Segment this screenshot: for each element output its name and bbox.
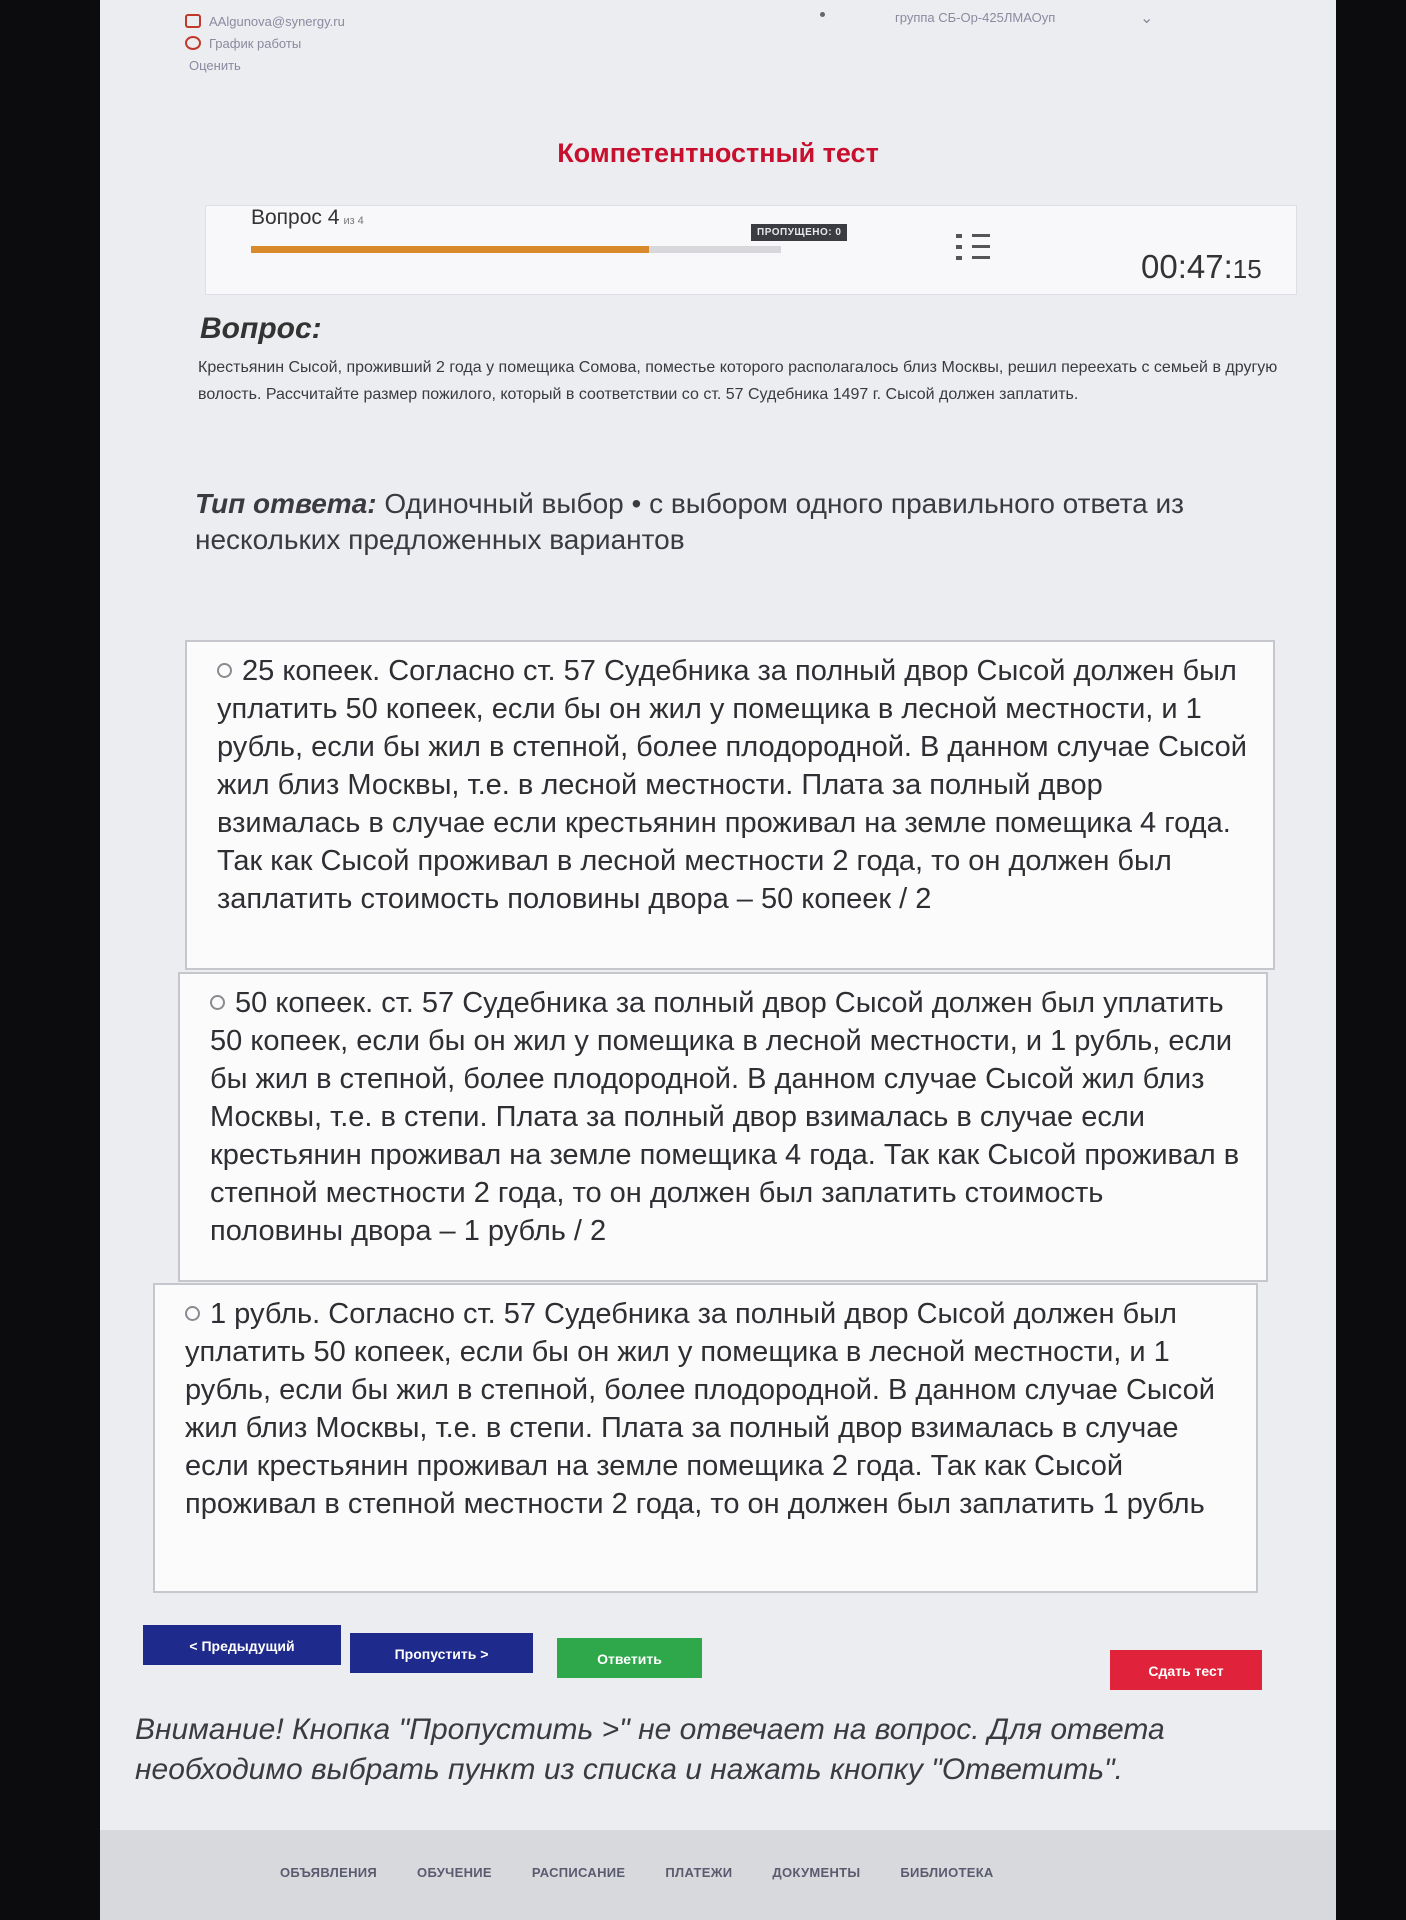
skipped-badge: ПРОПУЩЕНО: 0: [751, 224, 847, 241]
warning-text: Внимание! Кнопка "Пропустить >" не отвечает на вопрос. Для ответа необходимо выбрать пункт из списка и нажать кнопку "Ответить".: [135, 1713, 1165, 1786]
email-text: AAlgunova@synergy.ru: [209, 13, 345, 29]
answer-type: [195, 486, 1275, 558]
footer-nav: [280, 1865, 994, 1880]
previous-button[interactable]: < Предыдущий: [143, 1625, 341, 1665]
clock-icon: [185, 36, 201, 50]
radio-icon[interactable]: [185, 1306, 200, 1321]
footer-link-library[interactable]: БИБЛИОТЕКА: [900, 1865, 994, 1880]
question-counter: [251, 206, 364, 230]
mail-icon: [185, 14, 201, 28]
footer-link-education[interactable]: ОБУЧЕНИЕ: [417, 1865, 492, 1880]
question-list-icon[interactable]: [956, 234, 990, 266]
skip-button[interactable]: Пропустить >: [350, 1633, 533, 1673]
schedule-link[interactable]: График работы: [209, 35, 302, 51]
timer: [1141, 248, 1262, 286]
timer-main: 00:47:: [1141, 248, 1233, 285]
question-number: Вопрос 4: [251, 206, 340, 229]
progress-fill: [251, 246, 649, 253]
user-info: [185, 0, 485, 80]
option-text: 25 копеек. Согласно ст. 57 Судебника за полный двор Сысой должен был уплатить 50 копеек, если бы он жил у помещика в лесной местности, и 1 рубль, если бы жил в степной, более плодородной. В данном случае Сысой жил близ Москвы, т.е. в лесной местности. Плата за полный двор взималась в случае если крестьянин проживал на земле помещика 4 года. Так как Сысой проживал в лесной местности 2 года, то он должен был заплатить стоимость половины двора – 50 копеек / 2: [217, 655, 1247, 915]
footer-link-announcements[interactable]: ОБЪЯВЛЕНИЯ: [280, 1865, 378, 1880]
footer-nav-bar: [100, 1830, 1336, 1920]
dot-icon: [820, 12, 825, 17]
answer-type-value: Одиночный выбор • с выбором одного правильного ответа из нескольких предложенных вариантов: [195, 488, 1184, 555]
schedule-row[interactable]: [185, 32, 485, 54]
answer-option-3[interactable]: [153, 1283, 1258, 1593]
question-total: из 4: [343, 215, 364, 227]
question-heading: Вопрос:: [200, 312, 322, 345]
footer-link-payments[interactable]: ПЛАТЕЖИ: [665, 1865, 733, 1880]
answer-type-label: Тип ответа:: [195, 488, 377, 519]
timer-seconds: 15: [1232, 254, 1262, 284]
submit-test-button[interactable]: Сдать тест: [1110, 1650, 1262, 1690]
email-row[interactable]: [185, 10, 485, 32]
option-text: 1 рубль. Согласно ст. 57 Судебника за полный двор Сысой должен был уплатить 50 копеек, если бы он жил у помещика в лесной местности, и 1 рубль, если бы жил в степной, более плодородной. В данном случае Сысой жил близ Москвы, т.е. в степи. Плата за полный двор взималась в случае если крестьянин проживал на земле помещика 2 года. Так как Сысой проживал в степной местности 2 года, то он должен был заплатить 1 рубль: [185, 1298, 1215, 1520]
radio-icon[interactable]: [210, 995, 225, 1010]
footer-link-documents[interactable]: ДОКУМЕНТЫ: [772, 1865, 861, 1880]
chevron-down-icon[interactable]: ⌄: [1140, 10, 1154, 27]
group-label: группа СБ-Ор-425ЛМАОуп: [895, 10, 1056, 25]
page-title: Компетентностный тест: [557, 138, 879, 168]
answer-button[interactable]: Ответить: [557, 1638, 702, 1678]
progress-bar: [251, 246, 781, 253]
option-text: 50 копеек. ст. 57 Судебника за полный двор Сысой должен был уплатить 50 копеек, если бы он жил у помещика в лесной местности, и 1 рубль, если бы жил в степной, более плодородной. В данном случае Сысой жил близ Москвы, т.е. в степи. Плата за полный двор взималась в случае если крестьянин проживал на земле помещика 4 года. Так как Сысой проживал в степной местности 2 года, то он должен был заплатить стоимость половины двора – 1 рубль / 2: [210, 987, 1240, 1247]
answer-option-1[interactable]: [185, 640, 1275, 970]
test-status-bar: [205, 205, 1297, 295]
radio-icon[interactable]: [217, 663, 232, 678]
rate-link[interactable]: Оценить: [189, 57, 241, 73]
footer-link-schedule[interactable]: РАСПИСАНИЕ: [531, 1865, 626, 1880]
answer-option-2[interactable]: [178, 972, 1268, 1282]
question-text: Крестьянин Сысой, проживший 2 года у помещика Сомова, поместье которого располагалось близ Москвы, решил переехать с семьей в другую волость. Рассчитайте размер пожилого, который в соответствии со ст. 57 Судебника 1497 г. Сысой должен заплатить.: [198, 359, 1278, 403]
